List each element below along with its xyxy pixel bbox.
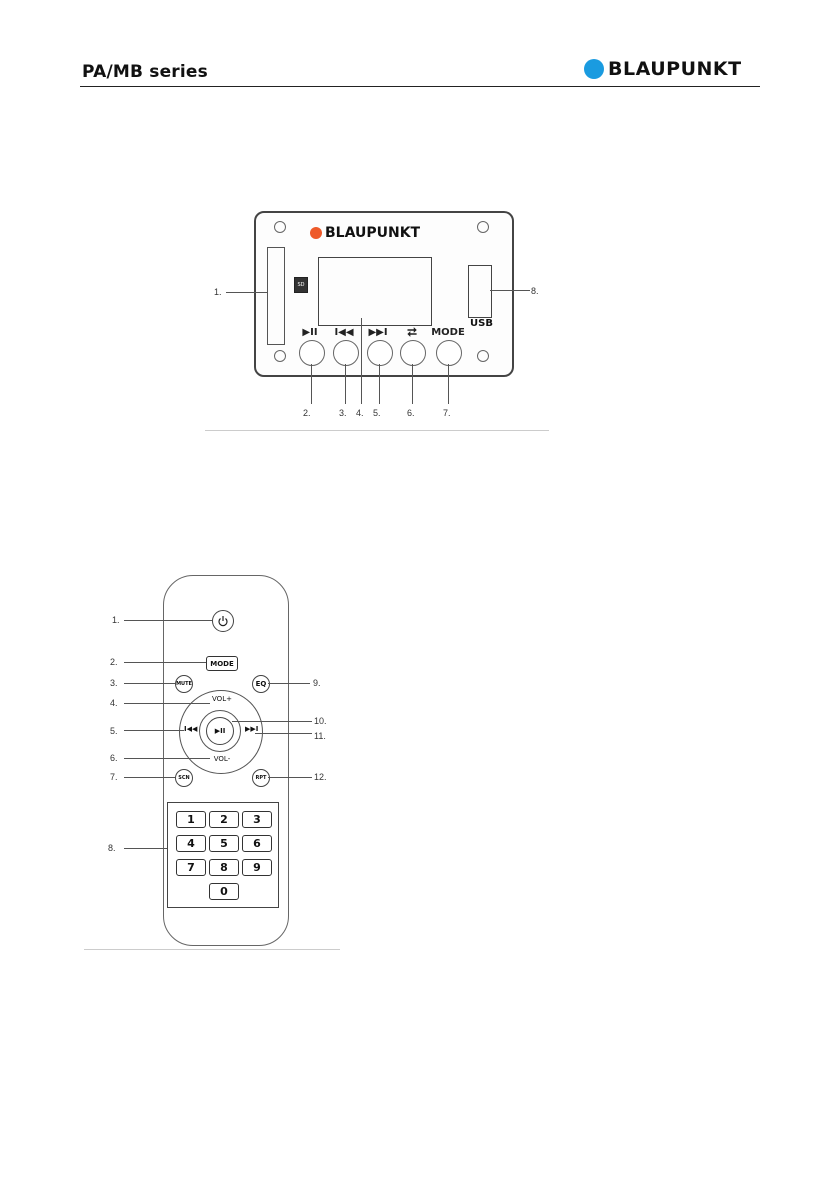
panel-callout-5: 5. [373, 408, 381, 418]
next-label: ▶▶I [368, 327, 388, 338]
panel-callout-1: 1. [214, 287, 222, 297]
remote-callout-10: 10. [314, 716, 327, 726]
rpt-label: RPT [255, 775, 267, 781]
panel-logo [310, 225, 420, 241]
leader-line [124, 662, 206, 663]
panel-callout-6: 6. [407, 408, 415, 418]
scn-label: SCN [178, 775, 190, 781]
play-pause-label: ▶II [302, 327, 318, 338]
panel-callout-8: 8. [531, 286, 539, 296]
key-6: 6 [242, 835, 272, 852]
prev-button [333, 340, 359, 366]
panel-callout-7: 7. [443, 408, 451, 418]
sd-label: SD [297, 282, 305, 288]
panel-callout-2: 2. [303, 408, 311, 418]
remote-callout-9: 9. [313, 678, 321, 688]
vol-down-label: VOL- [213, 755, 231, 763]
screw-hole-icon [274, 350, 286, 362]
usb-label: USB [470, 318, 493, 329]
remote-callout-4: 4. [110, 698, 118, 708]
key-5: 5 [209, 835, 239, 852]
screw-hole-icon [477, 221, 489, 233]
leader-line [124, 730, 184, 731]
screw-hole-icon [274, 221, 286, 233]
leader-line [379, 364, 380, 404]
display-screen [318, 257, 432, 326]
leader-line [255, 733, 312, 734]
prev-label: I◀◀ [334, 327, 354, 338]
play-pause-icon: ▶II [214, 727, 226, 735]
leader-line [124, 683, 175, 684]
leader-line [361, 318, 362, 404]
power-icon [217, 615, 229, 627]
leader-line [124, 620, 212, 621]
power-button [212, 610, 234, 632]
key-0: 0 [209, 883, 239, 900]
mute-label: MUTE [176, 681, 192, 687]
remote-callout-6: 6. [110, 753, 118, 763]
figure-baseline [84, 949, 340, 950]
logo-dot-icon [584, 59, 604, 79]
screw-hole-icon [477, 350, 489, 362]
sd-icon [294, 277, 308, 293]
sd-card-slot [267, 247, 285, 345]
vol-up-label: VOL+ [212, 695, 232, 703]
key-1: 1 [176, 811, 206, 828]
leader-line [448, 364, 449, 404]
leader-line [124, 848, 167, 849]
remote-callout-7: 7. [110, 772, 118, 782]
repeat-remote-button [252, 769, 270, 787]
remote-callout-2: 2. [110, 657, 118, 667]
key-4: 4 [176, 835, 206, 852]
leader-line [268, 683, 310, 684]
header-logo [584, 58, 742, 80]
key-2: 2 [209, 811, 239, 828]
key-8: 8 [209, 859, 239, 876]
header-brand-text: BLAUPUNKT [608, 58, 742, 80]
leader-line [412, 364, 413, 404]
panel-callout-4: 4. [356, 408, 364, 418]
leader-line [124, 777, 175, 778]
leader-line [345, 364, 346, 404]
mode-button [436, 340, 462, 366]
leader-line [124, 758, 210, 759]
prev-track-icon: I◀◀ [184, 725, 198, 733]
eq-button [252, 675, 270, 693]
series-title: PA/MB series [82, 62, 208, 82]
leader-line [311, 364, 312, 404]
usb-port [468, 265, 492, 318]
next-button [367, 340, 393, 366]
logo-dot-icon [310, 227, 322, 239]
repeat-label: ⮂ [407, 325, 417, 339]
key-9: 9 [242, 859, 272, 876]
remote-callout-11: 11. [314, 731, 326, 741]
panel-callout-3: 3. [339, 408, 347, 418]
play-pause-button [299, 340, 325, 366]
remote-callout-5: 5. [110, 726, 118, 736]
key-7: 7 [176, 859, 206, 876]
figure-baseline [205, 430, 549, 431]
remote-callout-12: 12. [314, 772, 327, 782]
scan-button [175, 769, 193, 787]
mode-label: MODE [431, 327, 465, 338]
leader-line [124, 703, 210, 704]
panel-brand-text: BLAUPUNKT [325, 225, 421, 241]
remote-callout-8: 8. [108, 843, 116, 853]
leader-line [268, 777, 312, 778]
remote-callout-3: 3. [110, 678, 118, 688]
repeat-button [400, 340, 426, 366]
remote-mode-button [206, 656, 238, 671]
leader-line [232, 721, 312, 722]
mute-button [175, 675, 193, 693]
header-divider [80, 86, 760, 87]
remote-mode-label: MODE [210, 659, 234, 668]
leader-line [226, 292, 268, 293]
remote-callout-1: 1. [112, 615, 120, 625]
remote-play-pause-button [206, 717, 234, 745]
next-track-icon: ▶▶I [245, 725, 259, 733]
leader-line [490, 290, 530, 291]
key-3: 3 [242, 811, 272, 828]
eq-label: EQ [255, 680, 267, 688]
